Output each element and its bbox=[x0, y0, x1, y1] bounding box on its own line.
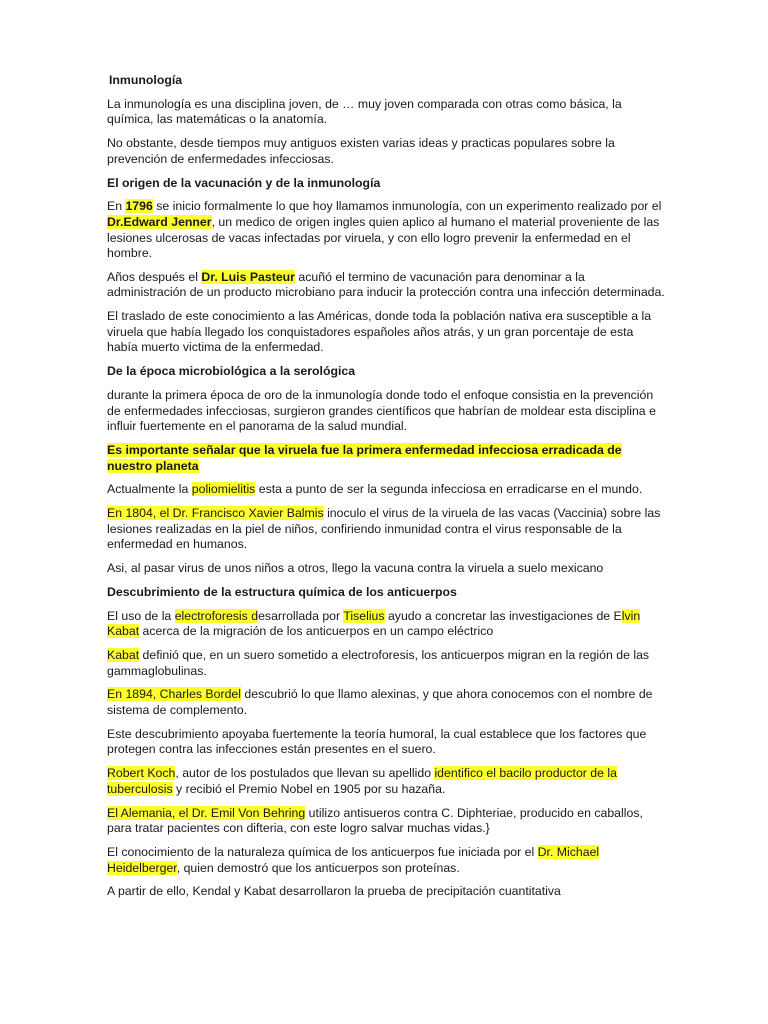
highlight-kabat-2: Kabat bbox=[107, 648, 140, 663]
text-segment: Años después el bbox=[107, 269, 202, 284]
highlight-jenner: Dr.Edward Jenner bbox=[107, 214, 212, 229]
highlight-poliomielitis: poliomielitis bbox=[191, 482, 256, 497]
highlight-balmis: En 1804, el Dr. Francisco Xavier Balmis bbox=[107, 506, 324, 521]
highlight-pasteur: Dr. Luis Pasteur bbox=[201, 269, 295, 284]
paragraph-bordel bbox=[107, 687, 667, 718]
text-segment: El uso de la bbox=[107, 608, 175, 623]
highlight-electroforesis: electroforesis d bbox=[174, 608, 259, 623]
paragraph-americas: El traslado de este conocimiento a las Américas, donde toda la población nativa era susceptible a la viruela que había llegado los conquistadores españoles años atrás, y un gran porcentaje de esta había muerto victima de la enfermedad. bbox=[107, 309, 652, 355]
highlight-viruela-erradicada: Es importante señalar que la viruela fue la primera enfermedad infecciosa erradicada de nuestro planeta bbox=[107, 442, 622, 473]
highlight-year-1796: 1796 bbox=[125, 199, 153, 214]
heading-epoca-microbiologica: De la época microbiológica a la serológica bbox=[107, 364, 356, 379]
text-segment: , quien demostró que los anticuerpos son proteínas. bbox=[176, 860, 460, 875]
paragraph-suelo-mexicano: Asi, al pasar virus de unos niños a otros, llego la vacuna contra la viruela a suelo mexicano bbox=[107, 561, 604, 576]
paragraph-kabat bbox=[107, 648, 667, 679]
text-segment: esarrollada por bbox=[258, 608, 344, 623]
highlight-tiselius: Tiselius bbox=[343, 608, 385, 623]
text-segment: descubrió lo que llamo alexinas, y que ahora conocemos con el nombre de sistema de complemento. bbox=[107, 687, 653, 717]
paragraph-antiguedad: No obstante, desde tiempos muy antiguos existen varias ideas y practicas populares sobre la prevención de enfermedades infecciosas. bbox=[107, 136, 615, 166]
text-segment: se inicio formalmente lo que hoy llamamos inmunología, con un experimento realizado por el bbox=[152, 199, 662, 214]
highlight-behring: El Alemania, el Dr. Emil Von Behring bbox=[107, 805, 306, 820]
paragraph-poliomielitis bbox=[107, 482, 667, 498]
highlight-bordel: En 1894, Charles Bordel bbox=[107, 687, 241, 702]
highlight-heidelberger: Dr. Michael Heidelberger bbox=[107, 844, 600, 875]
paragraph-kendal-kabat: A partir de ello, Kendal y Kabat desarrollaron la prueba de precipitación cuantitativa bbox=[107, 884, 561, 899]
highlight-bacilo: identifico el bacilo productor de la tuberculosis bbox=[107, 766, 617, 796]
paragraph-intro: La inmunología es una disciplina joven, de … muy joven comparada con otras como básica, la química, las matemáticas o la anatomía. bbox=[107, 96, 622, 127]
paragraph-heidelberger bbox=[107, 845, 667, 876]
paragraph-balmis bbox=[107, 506, 667, 553]
paragraph-jenner bbox=[107, 199, 667, 261]
document-page bbox=[107, 73, 667, 908]
text-segment: En bbox=[107, 199, 126, 214]
paragraph-koch bbox=[107, 766, 667, 797]
paragraph-behring bbox=[107, 806, 667, 837]
heading-estructura-anticuerpos: Descubrimiento de la estructura química de los anticuerpos bbox=[107, 584, 457, 599]
paragraph-viruela-erradicada bbox=[107, 443, 667, 474]
heading-origen-vacunacion: El origen de la vacunación y de la inmunología bbox=[107, 175, 381, 190]
text-segment: definió que, en un suero sometido a electroforesis, los anticuerpos migran en la región de las gammaglobulinas. bbox=[107, 648, 650, 678]
highlight-koch: Robert Koch bbox=[107, 766, 176, 781]
text-segment: inoculo el virus de la viruela de las vacas (Vaccinia) sobre las lesiones realizadas en la piel de niños, confiriendo inmunidad contra el virus responsable de la enfermedad en humanos. bbox=[107, 506, 661, 552]
paragraph-epoca-oro: durante la primera época de oro de la inmunología donde todo el enfoque consistia en la prevención de enfermedades infecciosas, surgieron grandes científicos que habrían de moldear esta disciplina e influir fuertemente en el panorama de la salud mundial. bbox=[107, 388, 656, 434]
paragraph-teoria-humoral: Este descubrimiento apoyaba fuertemente la teoría humoral, la cual establece que los factores que protegen contra las infecciones están presentes en el suero. bbox=[107, 726, 647, 757]
text-segment: El conocimiento de la naturaleza química de los anticuerpos fue iniciada por el bbox=[107, 844, 538, 859]
text-segment: Actualmente la bbox=[107, 482, 192, 497]
text-segment: acuñó el termino de vacunación para denominar a la administración de un producto microbiano para inducir la protección contra una infección determinada. bbox=[107, 269, 665, 300]
text-segment: , un medico de origen ingles quien aplico al humano el material proveniente de las lesiones ulcerosas de vacas infectadas por viruela, y con ello logro prevenir la enfermedad en el hombre. bbox=[107, 214, 660, 261]
paragraph-electroforesis bbox=[107, 609, 667, 640]
highlight-kabat: lvin Kabat bbox=[107, 608, 641, 639]
text-segment: esta a punto de ser la segunda infecciosa en erradicarse en el mundo. bbox=[255, 482, 643, 497]
paragraph-pasteur bbox=[107, 270, 667, 301]
text-segment: ayudo a concretar las investigaciones de E bbox=[384, 608, 622, 623]
text-segment: , autor de los postulados que llevan su apellido bbox=[175, 766, 435, 781]
text-segment: utilizo antisueros contra C. Diphteriae, producido en caballos, para tratar pacientes con difteria, con este logro salvar muchas vidas.} bbox=[107, 805, 643, 836]
text-segment: acerca de la migración de los anticuerpos en un campo eléctrico bbox=[139, 624, 494, 639]
document-title: Inmunología bbox=[109, 73, 183, 87]
text-segment: y recibió el Premio Nobel en 1905 por su hazaña. bbox=[172, 781, 446, 796]
